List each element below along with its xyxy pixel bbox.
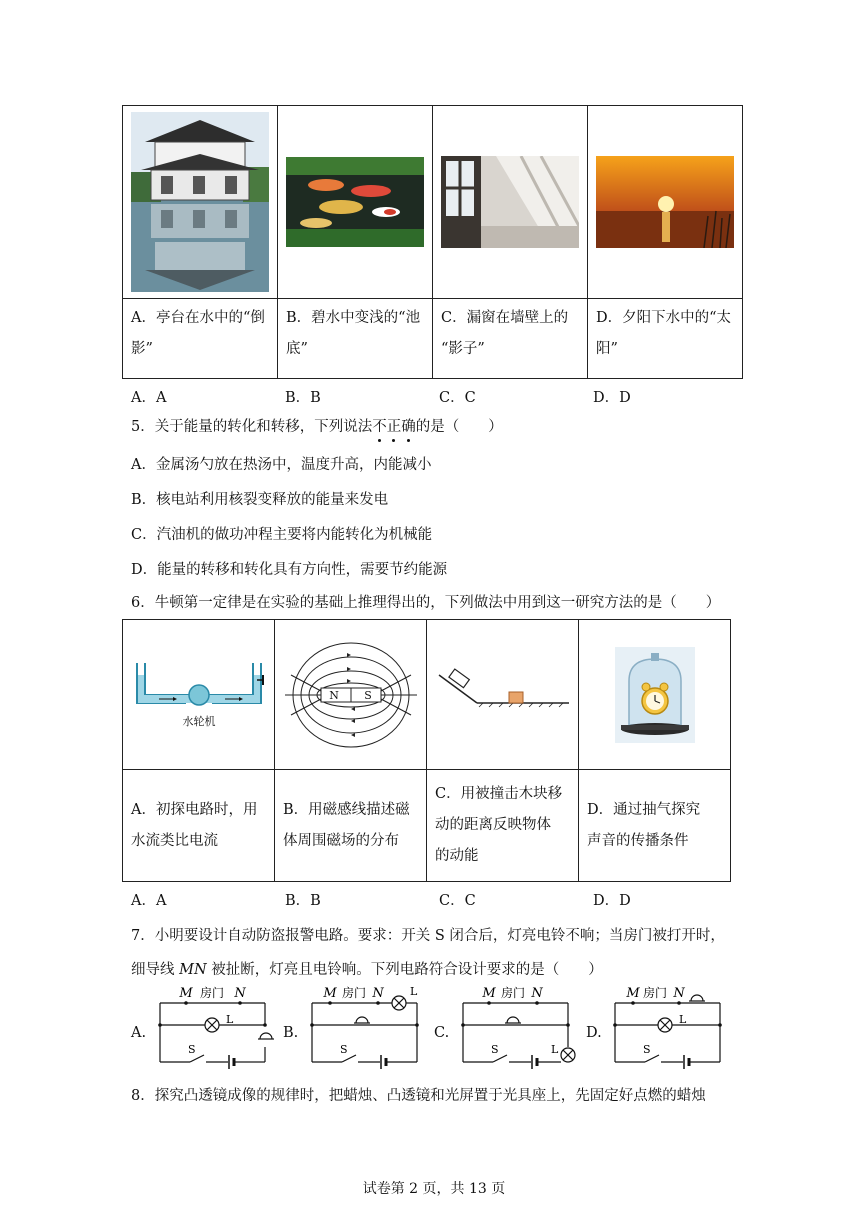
svg-text:M: M xyxy=(626,986,640,1001)
q6-option-c[interactable]: C．C xyxy=(439,893,476,909)
incline-block-diagram xyxy=(433,665,573,725)
q8-stem: 8．探究凸透镜成像的规律时，把蜡烛、凸透镜和光屏置于光具座上，先固定好点燃的蜡烛 xyxy=(131,1088,706,1104)
q4-caption-d: D．夕阳下水中的“太 阳” xyxy=(588,299,743,379)
q6-cell-bell-jar xyxy=(579,620,731,770)
q4-option-c[interactable]: C．C xyxy=(439,390,476,406)
svg-text:房门: 房门 xyxy=(341,986,367,1000)
q6-option-a[interactable]: A．A xyxy=(131,893,167,909)
q6-cell-water xyxy=(123,620,275,770)
q4-caption-c: C．漏窗在墙壁上的 “影子” xyxy=(433,299,588,379)
q6-caption-d: D．通过抽气探究 声音的传播条件 xyxy=(579,770,731,882)
svg-text:N: N xyxy=(531,986,543,1001)
svg-text:M: M xyxy=(179,986,193,1001)
q5-option-c[interactable]: C．汽油机的做功冲程主要将内能转化为机械能 xyxy=(131,527,433,543)
svg-text:房门: 房门 xyxy=(642,986,668,1000)
q5-option-b[interactable]: B．核电站利用核裂变释放的能量来发电 xyxy=(131,492,389,508)
q6-caption-a: A．初探电路时，用 水流类比电流 xyxy=(123,770,275,882)
svg-text:S: S xyxy=(491,1043,499,1056)
water-wheel-diagram xyxy=(129,655,269,735)
q4-cell-koi xyxy=(278,106,433,299)
svg-text:N: N xyxy=(372,986,384,1001)
svg-text:S: S xyxy=(340,1043,348,1056)
q4-option-b[interactable]: B．B xyxy=(285,390,321,406)
svg-text:S: S xyxy=(188,1043,196,1056)
q4-cell-window xyxy=(433,106,588,299)
q7-option-a[interactable]: A. xyxy=(131,1025,147,1041)
sunset-image xyxy=(596,156,734,248)
q7-option-c[interactable]: C. xyxy=(434,1025,450,1041)
q6-option-b[interactable]: B．B xyxy=(285,893,321,909)
pavilion-reflection-image xyxy=(131,112,269,292)
q4-table xyxy=(122,105,743,379)
q4-option-a[interactable]: A．A xyxy=(131,390,167,406)
svg-text:M: M xyxy=(323,986,337,1001)
svg-text:N: N xyxy=(234,986,246,1001)
circuit-d-diagram xyxy=(605,985,730,1070)
q6-stem: 6．牛顿第一定律是在实验的基础上推理得出的，下列做法中用到这一研究方法的是（ ） xyxy=(131,595,721,611)
magnet-s-label: S xyxy=(363,688,372,702)
svg-text:L: L xyxy=(226,1013,234,1026)
koi-pond-image xyxy=(286,157,424,247)
q4-caption-a: A．亭台在水中的“倒 影” xyxy=(123,299,278,379)
q6-cell-magnet xyxy=(275,620,427,770)
magnetic-field-lines-diagram xyxy=(281,635,421,755)
svg-text:房门: 房门 xyxy=(500,986,526,1000)
q6-caption-c: C．用被撞击木块移 动的距离反映物体 的动能 xyxy=(427,770,579,882)
q7-stem-line1: 7．小明要设计自动防盗报警电路。要求：开关 S 闭合后，灯亮电铃不响；当房门被打开时， xyxy=(131,928,725,944)
svg-text:M: M xyxy=(482,986,496,1001)
svg-text:房门: 房门 xyxy=(199,986,225,1000)
svg-text:L: L xyxy=(551,1043,559,1056)
circuit-b-diagram xyxy=(302,985,427,1070)
magnet-n-label: N xyxy=(328,688,339,702)
q7-option-b[interactable]: B. xyxy=(283,1025,299,1041)
q4-cell-pavilion xyxy=(123,106,278,299)
q6-cell-incline xyxy=(427,620,579,770)
q4-caption-b: B．碧水中变浅的“池 底” xyxy=(278,299,433,379)
bell-jar-alarm-image xyxy=(615,647,695,743)
water-wheel-label: 水轮机 xyxy=(182,714,215,728)
q5-stem: 5．关于能量的转化和转移，下列说法不正确的是（ ） xyxy=(131,419,503,435)
svg-text:N: N xyxy=(673,986,685,1001)
page-footer: 试卷第 2 页，共 13 页 xyxy=(362,1181,506,1197)
q5-option-a[interactable]: A．金属汤勺放在热汤中，温度升高，内能减小 xyxy=(131,457,432,473)
q6-caption-b: B．用磁感线描述磁 体周围磁场的分布 xyxy=(275,770,427,882)
circuit-c-diagram xyxy=(453,985,578,1070)
svg-text:L: L xyxy=(410,985,418,998)
q4-cell-sunset xyxy=(588,106,743,299)
svg-text:S: S xyxy=(643,1043,651,1056)
q6-table xyxy=(122,619,731,882)
circuit-a-diagram xyxy=(150,985,275,1070)
q6-option-d[interactable]: D．D xyxy=(593,893,631,909)
q5-option-d[interactable]: D．能量的转移和转化具有方向性，需要节约能源 xyxy=(131,562,448,578)
q4-option-d[interactable]: D．D xyxy=(593,390,631,406)
window-shadow-image xyxy=(441,156,579,248)
svg-text:L: L xyxy=(679,1013,687,1026)
q7-stem-line2: 细导线 MN 被扯断，灯亮且电铃响。下列电路符合设计要求的是（ ） xyxy=(131,962,603,978)
q7-option-d[interactable]: D. xyxy=(586,1025,602,1041)
